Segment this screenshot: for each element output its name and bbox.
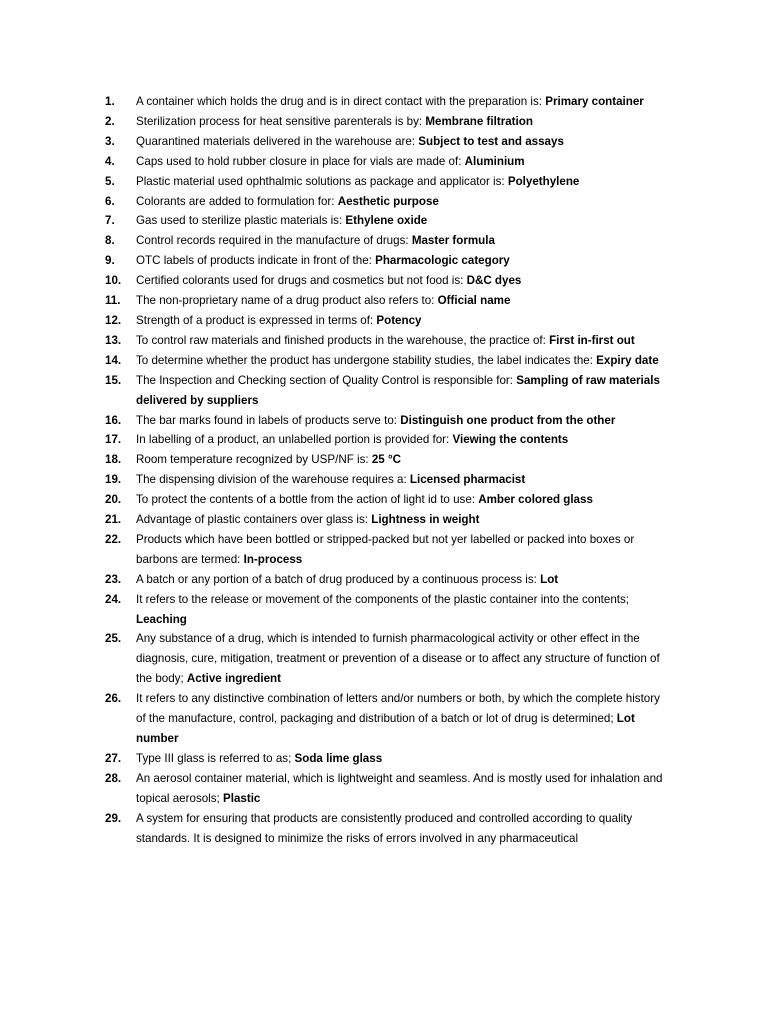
answer-text: Viewing the contents	[452, 433, 569, 447]
question-text: Strength of a product is expressed in terms of:	[136, 313, 377, 327]
question-text: Type III glass is referred to as;	[136, 751, 295, 765]
question-list	[105, 92, 665, 848]
list-item	[105, 172, 665, 192]
list-item	[105, 411, 665, 431]
answer-text: Plastic	[223, 791, 261, 805]
item-number: 17.	[105, 433, 122, 447]
question-text: A batch or any portion of a batch of drug produced by a continuous process is:	[136, 572, 541, 586]
question-text: An aerosol container material, which is lightweight and seamless. And is mostly used for inhalation and topical aerosols;	[136, 771, 663, 805]
answer-text: Master formula	[411, 234, 495, 248]
item-number: 13.	[105, 333, 122, 347]
question-text: Room temperature recognized by USP/NF is:	[136, 453, 372, 467]
item-number: 18.	[105, 453, 122, 467]
question-text: The non-proprietary name of a drug product also refers to:	[136, 294, 438, 308]
list-item	[105, 430, 665, 450]
item-number: 9.	[105, 254, 115, 268]
question-text: To protect the contents of a bottle from the action of light id to use:	[136, 493, 479, 507]
list-item	[105, 351, 665, 371]
question-text: To determine whether the product has undergone stability studies, the label indicates the:	[136, 353, 597, 367]
list-item	[105, 689, 665, 749]
question-text: OTC labels of products indicate in front of the:	[136, 254, 376, 268]
item-number: 28.	[105, 771, 122, 785]
list-item	[105, 470, 665, 490]
answer-text: 25 °C	[371, 453, 401, 467]
answer-text: Leaching	[136, 612, 187, 626]
answer-text: Sampling of raw materials delivered by suppliers	[136, 373, 660, 407]
item-number: 19.	[105, 473, 122, 487]
answer-text: Expiry date	[596, 353, 659, 367]
list-item	[105, 192, 665, 212]
question-text: Plastic material used ophthalmic solutions as package and applicator is:	[136, 174, 508, 188]
question-text: A system for ensuring that products are consistently produced and controlled according to quality standards. It is designed to minimize the risks of errors involved in any pharmaceutical	[136, 811, 633, 845]
item-number: 24.	[105, 592, 122, 606]
item-number: 26.	[105, 692, 122, 706]
item-number: 29.	[105, 811, 122, 825]
question-text: Colorants are added to formulation for:	[136, 194, 338, 208]
question-text: Control records required in the manufacture of drugs:	[136, 234, 412, 248]
answer-text: Polyethylene	[507, 174, 580, 188]
list-item	[105, 271, 665, 291]
answer-text: In-process	[243, 552, 303, 566]
list-item	[105, 809, 665, 849]
question-text: Gas used to sterilize plastic materials is:	[136, 214, 346, 228]
list-item	[105, 251, 665, 271]
answer-text: Active ingredient	[186, 672, 281, 686]
item-number: 23.	[105, 572, 122, 586]
list-item	[105, 450, 665, 470]
question-text: Advantage of plastic containers over glass is:	[136, 513, 372, 527]
answer-text: Amber colored glass	[478, 493, 593, 507]
question-text: The bar marks found in labels of products serve to:	[136, 413, 401, 427]
item-number: 21.	[105, 513, 122, 527]
question-text: Caps used to hold rubber closure in place for vials are made of:	[136, 154, 465, 168]
answer-text: First in-first out	[549, 333, 635, 347]
answer-text: Lot	[540, 572, 559, 586]
list-item	[105, 769, 665, 809]
list-item	[105, 311, 665, 331]
item-number: 10.	[105, 274, 122, 288]
list-item	[105, 92, 665, 112]
answer-text: Ethylene oxide	[345, 214, 428, 228]
list-item	[105, 112, 665, 132]
question-text: The dispensing division of the warehouse requires a:	[136, 473, 410, 487]
item-number: 7.	[105, 214, 115, 228]
list-item	[105, 132, 665, 152]
answer-text: Aesthetic purpose	[337, 194, 439, 208]
list-item	[105, 291, 665, 311]
item-number: 4.	[105, 154, 115, 168]
question-text: Any substance of a drug, which is intended to furnish pharmacological activity or other effect in the diagnosis, cure, mitigation, treatment or prevention of a disease or to affect any structure of function of the body;	[136, 632, 660, 686]
answer-text: Official name	[437, 294, 511, 308]
list-item	[105, 530, 665, 570]
answer-text: D&C dyes	[466, 274, 522, 288]
answer-text: Membrane filtration	[425, 114, 533, 128]
answer-text: Subject to test and assays	[418, 134, 564, 148]
question-text: In labelling of a product, an unlabelled portion is provided for:	[136, 433, 453, 447]
list-item	[105, 570, 665, 590]
answer-text: Aluminium	[464, 154, 525, 168]
answer-text: Lot number	[136, 712, 635, 745]
question-text: To control raw materials and finished products in the warehouse, the practice of:	[136, 333, 550, 347]
item-number: 12.	[105, 313, 122, 327]
question-text: A container which holds the drug and is in direct contact with the preparation is:	[136, 95, 546, 108]
answer-text: Primary container	[545, 95, 644, 108]
item-number: 14.	[105, 353, 122, 367]
question-text: Products which have been bottled or stripped-packed but not yer labelled or packed into boxes or barbons are termed:	[136, 532, 635, 566]
list-item	[105, 371, 665, 411]
question-text: The Inspection and Checking section of Quality Control is responsible for:	[136, 373, 517, 387]
item-number: 2.	[105, 114, 115, 128]
list-item	[105, 749, 665, 769]
list-item	[105, 629, 665, 689]
item-number: 8.	[105, 234, 115, 248]
question-text: Sterilization process for heat sensitive parenterals is by:	[136, 114, 426, 128]
item-number: 20.	[105, 493, 122, 507]
item-number: 11.	[105, 294, 121, 308]
item-number: 5.	[105, 174, 115, 188]
question-text: It refers to the release or movement of the components of the plastic container into the contents;	[136, 592, 630, 606]
answer-text: Distinguish one product from the other	[400, 413, 616, 427]
list-item	[105, 490, 665, 510]
item-number: 1.	[105, 95, 115, 108]
item-number: 3.	[105, 134, 115, 148]
item-number: 16.	[105, 413, 122, 427]
answer-text: Pharmacologic category	[375, 254, 510, 268]
item-number: 15.	[105, 373, 122, 387]
list-item	[105, 590, 665, 630]
item-number: 25.	[105, 632, 122, 646]
item-number: 27.	[105, 751, 122, 765]
list-item	[105, 510, 665, 530]
item-number: 22.	[105, 532, 122, 546]
list-item	[105, 211, 665, 231]
question-text: Certified colorants used for drugs and cosmetics but not food is:	[136, 274, 467, 288]
answer-text: Soda lime glass	[294, 751, 383, 765]
list-item	[105, 231, 665, 251]
list-item	[105, 152, 665, 172]
list-item	[105, 331, 665, 351]
answer-text: Lightness in weight	[371, 513, 480, 527]
item-number: 6.	[105, 194, 115, 208]
answer-text: Potency	[376, 313, 422, 327]
answer-text: Licensed pharmacist	[409, 473, 526, 487]
question-text: It refers to any distinctive combination of letters and/or numbers or both, by which the complete history of the manufacture, control, packaging and distribution of a batch or lot of drug is determined;	[136, 692, 660, 726]
question-text: Quarantined materials delivered in the warehouse are:	[136, 134, 419, 148]
